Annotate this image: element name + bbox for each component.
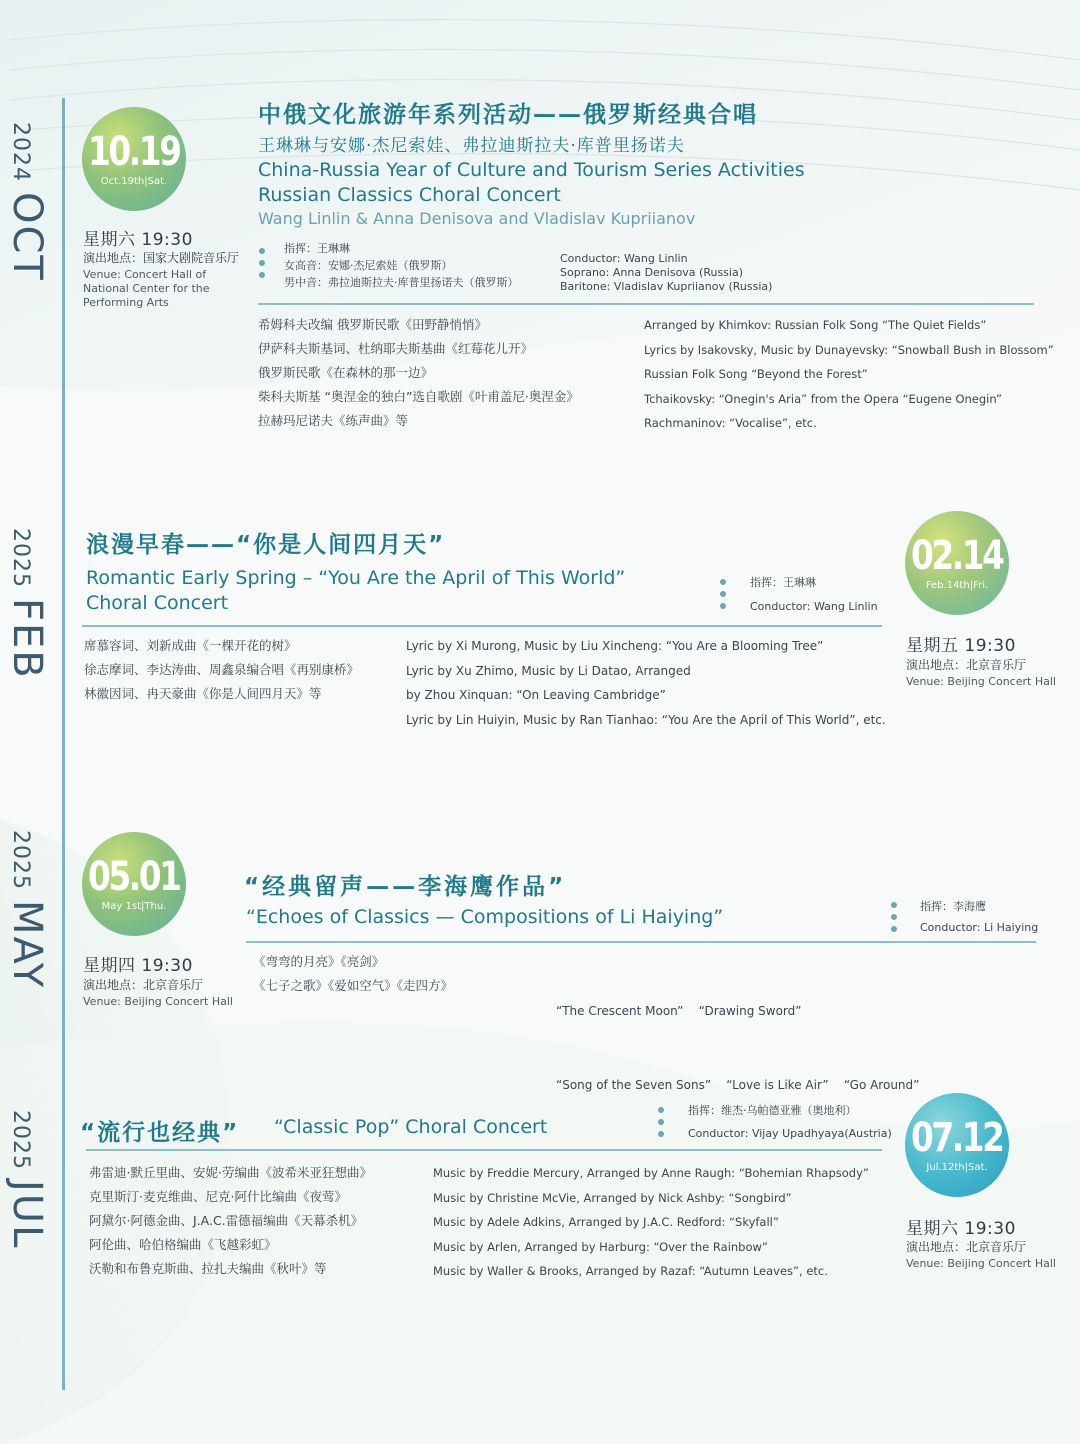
credit-line: Conductor: Vijay Upadhyaya(Austria)	[688, 1127, 892, 1140]
event-title-en-2: Russian Classics Choral Concert	[258, 184, 561, 206]
section-divider	[258, 303, 1034, 305]
date-detail: Jul.12th|Sat.	[926, 1161, 988, 1173]
program-item: 沃勒和布鲁克斯曲、拉扎夫编曲《秋叶》等	[89, 1261, 327, 1276]
credit-line: 男中音：弗拉迪斯拉夫·库普里扬诺夫（俄罗斯）	[284, 276, 519, 289]
program-item: Lyrics by Isakovsky, Music by Dunayevsky: “Snowball Bush in Blossom”	[644, 342, 1054, 357]
credit-line: Baritone: Vladislav Kupriianov (Russia)	[560, 280, 773, 293]
date-number: 10.19	[88, 128, 180, 175]
timeline-year: 2025	[8, 528, 33, 588]
program-cn	[253, 950, 453, 998]
program-item: Rachmaninov: “Vocalise”, etc.	[644, 416, 817, 430]
section-divider	[246, 941, 1036, 943]
program-item: Lyric by Lin Huiyin, Music by Ran Tianhao: “You Are the April of This World”, etc.	[406, 712, 886, 727]
venue-en-line: National Center for the	[83, 282, 210, 295]
program-item: 阿黛尔·阿德金曲、J.A.C.雷德福编曲《天幕杀机》	[89, 1213, 364, 1228]
timeline-month: OCT	[4, 192, 50, 282]
credit-dots	[720, 579, 726, 615]
event-title-en: “Echoes of Classics — Compositions of Li Haiying”	[246, 906, 724, 928]
timeline-label-oct	[4, 122, 50, 292]
venue-en: Venue: Beijing Concert Hall	[906, 675, 1056, 688]
credit-line: Conductor: Wang Linlin	[560, 252, 688, 265]
venue-cn: 演出地点：北京音乐厅	[906, 658, 1027, 672]
program-item: 《七子之歌》《爱如空气》《走四方》	[253, 978, 454, 993]
program-item: Music by Christine McVie, Arranged by Nick Ashby: “Songbird”	[433, 1190, 792, 1205]
program-item: “The Crescent Moon” “Drawing Sword”	[556, 1004, 802, 1018]
program-item: 阿伦曲、哈伯格编曲《飞越彩虹》	[89, 1237, 277, 1252]
program-item: 俄罗斯民歌《在森林的那一边》	[258, 365, 434, 380]
program-item: 伊萨科夫斯基词、杜纳耶夫斯基曲《红莓花儿开》	[258, 341, 534, 356]
event-title-cn: 浪漫早春——“你是人间四月天”	[86, 532, 446, 558]
program-cn	[258, 313, 579, 433]
program-item: 席慕容词、刘新成曲《一棵开花的树》	[84, 638, 297, 653]
date-detail: Feb.14th|Fri.	[925, 579, 989, 591]
event-time: 星期六 19:30	[83, 230, 193, 250]
program-item: by Zhou Xinquan: “On Leaving Cambridge”	[406, 688, 666, 702]
credit-line: 指挥：维杰·乌帕德亚雅（奥地利）	[688, 1104, 857, 1117]
program-item: Tchaikovsky: “Onegin's Aria” from the Opera “Eugene Onegin”	[644, 391, 1002, 406]
section-divider	[82, 625, 882, 627]
event-title-en: “Classic Pop” Choral Concert	[274, 1116, 548, 1138]
program-item: Russian Folk Song “Beyond the Forest”	[644, 367, 868, 381]
date-badge	[82, 832, 186, 936]
credit-dots	[658, 1107, 664, 1143]
program-item: Music by Adele Adkins, Arranged by J.A.C. Redford: “Skyfall”	[433, 1215, 779, 1229]
venue-en: Venue: Beijing Concert Hall	[906, 1257, 1056, 1270]
event-title-en: Romantic Early Spring – “You Are the April of This World”	[86, 567, 626, 589]
credit-dots	[891, 902, 897, 938]
section-divider	[86, 1149, 882, 1151]
program-item: 拉赫玛尼诺夫《练声曲》等	[258, 413, 409, 428]
credits-en	[560, 252, 772, 294]
event-title-en: China-Russia Year of Culture and Tourism Series Activities	[258, 159, 805, 181]
event-subtitle-en: Wang Linlin & Anna Denisova and Vladislav Kupriianov	[258, 209, 696, 228]
program-cn	[84, 634, 359, 706]
date-badge	[905, 511, 1009, 615]
program-en	[644, 313, 1074, 436]
venue-cn: 演出地点：北京音乐厅	[906, 1240, 1027, 1254]
program-item: Arranged by Khimkov: Russian Folk Song “The Quiet Fields”	[644, 318, 987, 332]
timeline-month: FEB	[4, 598, 50, 680]
program-cn	[89, 1161, 372, 1281]
program-item: 《弯弯的月亮》《亮剑》	[253, 954, 385, 969]
event-title-cn: “经典留声——李海鹰作品”	[244, 874, 567, 900]
event-time: 星期四 19:30	[83, 956, 193, 976]
timeline-year: 2025	[8, 830, 33, 890]
timeline-month: MAY	[4, 900, 50, 990]
credit-dots	[259, 248, 265, 284]
timeline-label-feb	[4, 528, 50, 698]
timeline-year: 2025	[8, 1110, 33, 1170]
date-badge	[905, 1093, 1009, 1197]
date-number: 05.01	[88, 853, 180, 900]
venue-en	[83, 268, 210, 310]
credit-line: Conductor: Wang Linlin	[750, 600, 878, 613]
credits-cn	[284, 240, 519, 291]
credit-line: Conductor: Li Haiying	[920, 921, 1039, 934]
timeline-month: JUL	[4, 1180, 50, 1250]
program-en	[433, 1161, 893, 1284]
event-time: 星期六 19:30	[906, 1219, 1016, 1239]
credit-line: 指挥：王琳琳	[284, 242, 350, 255]
date-number: 02.14	[911, 532, 1003, 579]
program-en	[406, 634, 886, 732]
event-subtitle-cn: 王琳琳与安娜·杰尼索娃、弗拉迪斯拉夫·库普里扬诺夫	[258, 136, 685, 156]
event-title-cn: “流行也经典”	[80, 1120, 240, 1146]
program-item: Lyric by Xu Zhimo, Music by Li Datao, Arranged	[406, 663, 691, 678]
event-title-cn: 中俄文化旅游年系列活动——俄罗斯经典合唱	[258, 102, 758, 128]
venue-en-line: Performing Arts	[83, 296, 169, 309]
program-item: 徐志摩词、李达涛曲、周鑫泉编合唱《再别康桥》	[84, 662, 360, 677]
date-detail: Oct.19th|Sat.	[100, 175, 168, 187]
program-item: Music by Waller & Brooks, Arranged by Razaf: “Autumn Leaves”, etc.	[433, 1264, 828, 1278]
program-item: Music by Arlen, Arranged by Harburg: “Over the Rainbow”	[433, 1239, 768, 1254]
timeline-label-jul	[4, 1110, 50, 1280]
date-badge	[82, 107, 186, 211]
timeline-line	[62, 98, 65, 1390]
venue-cn: 演出地点：国家大剧院音乐厅	[83, 251, 240, 265]
program-item: “Song of the Seven Sons” “Love is Like Air” “Go Around”	[556, 1077, 920, 1092]
timeline-label-may	[4, 830, 50, 1000]
program-item: 柴科夫斯基 “奥涅金的独白”选自歌剧《叶甫盖尼·奥涅金》	[258, 389, 579, 404]
venue-en-line: Venue: Concert Hall of	[83, 268, 207, 281]
program-item: 克里斯汀·麦克维曲、尼克·阿什比编曲《夜莺》	[89, 1189, 347, 1204]
program-item: 希姆科夫改编 俄罗斯民歌《田野静悄悄》	[258, 317, 487, 332]
program-item: Music by Freddie Mercury, Arranged by Anne Raugh: “Bohemian Rhapsody”	[433, 1166, 869, 1180]
venue-cn: 演出地点：北京音乐厅	[83, 978, 204, 992]
credit-line: Soprano: Anna Denisova (Russia)	[560, 266, 744, 279]
event-time: 星期五 19:30	[906, 636, 1016, 656]
date-number: 07.12	[911, 1114, 1003, 1161]
venue-en: Venue: Beijing Concert Hall	[83, 995, 233, 1008]
date-detail: May 1st|Thu.	[101, 900, 167, 912]
timeline-year: 2024	[8, 122, 33, 182]
credit-line: 指挥：李海鹰	[920, 900, 986, 913]
credit-line: 指挥：王琳琳	[750, 576, 816, 589]
program-item: Lyric by Xi Murong, Music by Liu Xincheng: “You Are a Blooming Tree”	[406, 639, 824, 653]
program-item: 弗雷迪·默丘里曲、安妮·劳编曲《波希米亚狂想曲》	[89, 1165, 372, 1180]
event-title-en-2: Choral Concert	[86, 592, 229, 614]
program-item: 林徽因词、冉天豪曲《你是人间四月天》等	[84, 686, 322, 701]
credit-line: 女高音：安娜·杰尼索娃（俄罗斯）	[284, 259, 453, 272]
